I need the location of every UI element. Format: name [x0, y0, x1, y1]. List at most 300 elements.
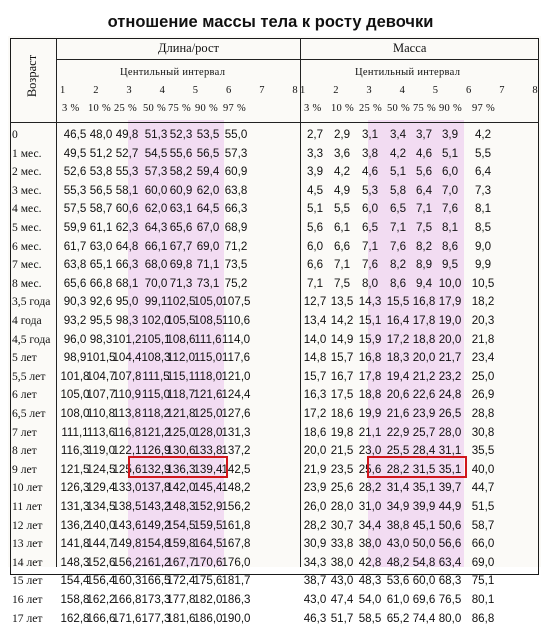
mass-cell: 6,6: [306, 258, 324, 272]
mass-cell: 14,2: [330, 314, 354, 327]
table-row: [8, 182, 537, 200]
mass-cell: 23,4: [471, 351, 495, 365]
age-cell: 6,5 лет: [12, 407, 46, 420]
table-row: [8, 163, 537, 181]
length-cell: 53,5: [196, 128, 220, 141]
mass-cell: 35,1: [412, 481, 436, 495]
length-cell: 104,4: [112, 351, 142, 365]
length-cell: 118,0: [193, 369, 223, 383]
mass-cell: 65,2: [386, 611, 410, 625]
length-cell: 181,6: [166, 611, 196, 625]
length-cell: 142,0: [166, 481, 196, 495]
mass-interval-label: Центильный интервал: [355, 67, 461, 78]
mass-cell: 17,5: [330, 388, 354, 402]
table-row: [8, 126, 537, 144]
length-cell: 63,0: [89, 239, 113, 253]
mass-cell: 5,8: [389, 183, 407, 197]
percentile-header: 75 %: [413, 103, 437, 114]
length-cell: 154,5: [166, 518, 196, 532]
length-cell: 167,8: [221, 537, 251, 551]
mass-cell: 63,4: [438, 555, 462, 569]
percentile-header: 10 %: [88, 103, 112, 114]
mass-cell: 23,9: [412, 407, 436, 420]
table-row: [8, 293, 537, 311]
length-cell: 67,7: [169, 239, 193, 253]
length-cell: 115,0: [141, 388, 171, 402]
table-row: [8, 517, 537, 535]
mass-cell: 23,5: [330, 462, 354, 476]
length-cell: 142,5: [221, 462, 251, 476]
mass-cell: 25,0: [471, 369, 495, 383]
mass-cell: 5,3: [361, 183, 379, 197]
mass-cell: 16,8: [412, 295, 436, 309]
length-cell: 172,4: [166, 574, 196, 588]
mass-cell: 60,0: [412, 574, 436, 588]
length-cell: 53,8: [89, 165, 113, 179]
length-cell: 140,0: [86, 518, 116, 532]
interval-number: 6: [466, 85, 472, 96]
interval-number: 7: [499, 85, 505, 96]
length-cell: 136,3: [166, 462, 196, 476]
mass-cell: 19,9: [358, 407, 382, 420]
mass-cell: 75,1: [471, 574, 495, 588]
length-cell: 115,1: [166, 369, 196, 383]
mass-cell: 3,3: [306, 146, 324, 160]
mass-cell: 28,2: [303, 518, 327, 532]
mass-cell: 31,5: [412, 462, 436, 476]
interval-number: 4: [399, 85, 406, 96]
mass-cell: 6,6: [333, 239, 351, 253]
age-cell: 1 мес.: [12, 146, 42, 160]
mass-cell: 8,0: [361, 276, 379, 290]
length-cell: 107,8: [112, 369, 142, 383]
mass-cell: 3,8: [361, 146, 379, 160]
length-cell: 58,7: [89, 202, 113, 216]
length-cell: 162,8: [60, 611, 90, 625]
length-cell: 65,6: [63, 276, 87, 290]
mass-cell: 21,1: [358, 425, 382, 439]
age-cell: 11 лет: [12, 500, 43, 513]
length-cell: 52,7: [115, 146, 139, 160]
mass-cell: 6,4: [474, 165, 492, 179]
mass-cell: 3,6: [333, 146, 351, 160]
table-row: [8, 554, 537, 572]
mass-cell: 7,1: [389, 221, 407, 234]
mass-cell: 35,1: [438, 462, 462, 476]
percentile-header: 50 %: [143, 103, 167, 114]
interval-number: 3: [126, 85, 132, 96]
length-cell: 121,6: [193, 388, 223, 402]
length-cell: 104,7: [86, 369, 116, 383]
length-cell: 166,5: [141, 574, 171, 588]
length-cell: 141,8: [60, 537, 90, 551]
age-header: Возраст: [25, 54, 39, 98]
length-cell: 70,0: [144, 276, 168, 290]
table-row: [8, 145, 537, 163]
length-cell: 132,9: [141, 462, 171, 476]
table-row: [8, 535, 537, 553]
mass-cell: 21,6: [386, 407, 410, 420]
mass-cell: 7,3: [474, 183, 492, 197]
length-cell: 51,2: [89, 146, 113, 160]
length-cell: 130,6: [166, 444, 196, 458]
mass-cell: 24,8: [438, 388, 462, 402]
mass-cell: 5,1: [441, 146, 459, 160]
interval-number: 2: [93, 85, 99, 96]
length-cell: 112,0: [166, 351, 196, 365]
age-cell: 0: [12, 128, 18, 141]
length-cell: 108,3: [141, 351, 171, 365]
mass-cell: 43,0: [386, 537, 410, 551]
length-cell: 126,9: [141, 444, 171, 458]
length-cell: 186,0: [193, 611, 223, 625]
mass-cell: 25,6: [358, 462, 382, 476]
mass-cell: 35,5: [471, 444, 495, 458]
mass-cell: 44,9: [438, 500, 462, 513]
mass-cell: 9,9: [474, 258, 492, 272]
length-cell: 137,8: [141, 481, 171, 495]
age-cell: 3,5 года: [12, 295, 51, 309]
mass-cell: 8,1: [441, 221, 459, 234]
age-cell: 5 мес.: [12, 221, 42, 234]
mass-cell: 22,6: [412, 388, 436, 402]
mass-cell: 6,5: [389, 202, 407, 216]
mass-cell: 7,5: [415, 221, 433, 234]
mass-cell: 20,0: [303, 444, 327, 458]
length-cell: 64,8: [115, 239, 139, 253]
length-cell: 98,3: [89, 332, 113, 346]
length-cell: 148,3: [60, 555, 90, 569]
length-cell: 105,0: [60, 388, 90, 402]
length-cell: 115,0: [193, 351, 223, 365]
mass-cell: 56,6: [438, 537, 462, 551]
table-row: [8, 238, 537, 256]
age-cell: 13 лет: [12, 537, 43, 551]
length-cell: 128,0: [193, 425, 223, 439]
mass-cell: 19,8: [330, 425, 354, 439]
mass-cell: 4,6: [361, 165, 379, 179]
mass-cell: 51,7: [330, 611, 354, 625]
length-cell: 149,8: [112, 537, 142, 551]
length-cell: 64,5: [196, 202, 220, 216]
mass-cell: 17,2: [303, 407, 327, 420]
length-cell: 175,6: [193, 574, 223, 588]
length-cell: 52,3: [169, 128, 193, 141]
length-cell: 105,5: [166, 314, 196, 327]
mass-cell: 38,7: [303, 574, 327, 588]
length-cell: 177,8: [166, 593, 196, 606]
mass-cell: 17,2: [386, 332, 410, 346]
interval-number: 7: [259, 85, 265, 96]
length-cell: 125,0: [166, 425, 196, 439]
length-cell: 58,2: [169, 165, 193, 179]
length-cell: 66,8: [89, 276, 113, 290]
mass-cell: 9,5: [441, 258, 459, 272]
mass-cell: 14,8: [303, 351, 327, 365]
mass-cell: 8,6: [389, 276, 407, 290]
length-cell: 60,0: [144, 183, 168, 197]
length-red-box: [128, 456, 228, 478]
length-cell: 65,1: [89, 258, 113, 272]
age-cell: 15 лет: [12, 574, 43, 588]
mass-cell: 31,0: [358, 500, 382, 513]
percentile-header: 75 %: [168, 103, 192, 114]
table-row: [8, 610, 537, 628]
length-cell: 57,3: [224, 146, 248, 160]
length-cell: 63,8: [63, 258, 87, 272]
mass-cell: 4,5: [306, 183, 324, 197]
mass-cell: 7,1: [333, 258, 351, 272]
length-cell: 108,6: [166, 332, 196, 346]
mass-cell: 15,5: [386, 295, 410, 309]
length-cell: 129,4: [86, 481, 116, 495]
table-row: [8, 312, 537, 330]
mass-cell: 7,1: [306, 276, 324, 290]
mass-cell: 68,3: [438, 574, 462, 588]
length-cell: 159,8: [166, 537, 196, 551]
mass-cell: 3,7: [415, 128, 433, 141]
length-cell: 131,3: [60, 500, 90, 513]
age-cell: 2 мес.: [12, 165, 42, 179]
length-cell: 101,2: [112, 332, 142, 346]
length-cell: 134,5: [86, 500, 116, 513]
table-row: [8, 572, 537, 590]
age-cell: 7 лет: [12, 425, 37, 439]
length-cell: 92,6: [89, 295, 113, 309]
length-cell: 143,2: [141, 500, 171, 513]
length-cell: 57,5: [63, 202, 87, 216]
mass-cell: 18,8: [412, 332, 436, 346]
length-cell: 60,9: [224, 165, 248, 179]
mass-cell: 8,5: [474, 221, 492, 234]
length-cell: 121,2: [141, 425, 171, 439]
mass-cell: 5,5: [474, 146, 492, 160]
length-cell: 59,4: [196, 165, 220, 179]
length-cell: 66,3: [224, 202, 248, 216]
length-cell: 111,6: [194, 332, 222, 346]
mass-cell: 18,6: [330, 407, 354, 420]
mass-cell: 26,5: [438, 407, 462, 420]
mass-cell: 44,7: [471, 481, 495, 495]
length-cell: 48,0: [89, 128, 113, 141]
mass-cell: 18,2: [471, 295, 495, 309]
length-cell: 116,3: [60, 444, 90, 458]
length-cell: 67,0: [196, 221, 220, 234]
length-cell: 152,6: [86, 555, 116, 569]
mass-cell: 20,0: [438, 332, 462, 346]
mass-cell: 6,4: [415, 183, 433, 197]
mass-cell: 7,6: [441, 202, 459, 216]
mass-cell: 18,8: [358, 388, 382, 402]
mass-cell: 5,1: [389, 165, 407, 179]
interval-number: 8: [292, 85, 298, 96]
length-cell: 75,2: [224, 276, 248, 290]
length-cell: 60,6: [115, 202, 139, 216]
age-cell: 5 лет: [12, 351, 37, 365]
length-cell: 98,3: [115, 314, 139, 327]
percentile-header: 3 %: [62, 103, 80, 114]
mass-cell: 16,3: [303, 388, 327, 402]
mass-cell: 21,9: [303, 462, 327, 476]
length-cell: 90,3: [63, 295, 87, 309]
interval-number: 6: [226, 85, 232, 96]
age-cell: 14 лет: [12, 555, 43, 569]
length-cell: 113,6: [86, 425, 116, 439]
length-cell: 152,9: [193, 500, 223, 513]
mass-cell: 6,0: [441, 165, 459, 179]
length-cell: 158,8: [60, 593, 90, 606]
length-cell: 56,5: [89, 183, 113, 197]
interval-number: 5: [192, 85, 199, 96]
mass-cell: 80,0: [438, 611, 462, 625]
mass-cell: 10,5: [471, 276, 495, 290]
mass-cell: 38,8: [386, 518, 410, 532]
age-cell: 12 лет: [12, 518, 43, 532]
mass-cell: 34,4: [358, 518, 382, 532]
mass-cell: 31,1: [438, 444, 462, 458]
mass-cell: 30,7: [330, 518, 354, 532]
mass-cell: 17,8: [412, 314, 436, 327]
mass-cell: 30,9: [303, 537, 327, 551]
age-cell: 6 лет: [12, 388, 37, 402]
mass-cell: 58,7: [471, 518, 495, 532]
table-row: [8, 256, 537, 274]
mass-cell: 16,4: [386, 314, 410, 327]
mass-cell: 23,2: [438, 369, 462, 383]
length-cell: 166,8: [112, 593, 142, 606]
percentile-header: 97 %: [223, 103, 247, 114]
mass-cell: 8,9: [415, 258, 433, 272]
length-cell: 148,3: [166, 500, 196, 513]
mass-cell: 50,6: [438, 518, 462, 532]
length-cell: 137,2: [221, 444, 251, 458]
mass-cell: 38,0: [358, 537, 382, 551]
mass-cell: 16,8: [358, 351, 382, 365]
interval-number: 8: [532, 85, 538, 96]
mass-cell: 18,3: [386, 351, 410, 365]
length-cell: 154,8: [141, 537, 171, 551]
mass-cell: 13,4: [303, 314, 327, 327]
interval-number: 1: [60, 85, 66, 96]
length-cell: 73,5: [224, 258, 248, 272]
mass-cell: 43,0: [330, 574, 354, 588]
mass-cell: 5,6: [306, 221, 324, 234]
length-cell: 166,6: [86, 611, 116, 625]
percentile-header: 50 %: [387, 103, 411, 114]
length-cell: 159,5: [193, 518, 223, 532]
length-cell: 148,2: [221, 481, 251, 495]
mass-cell: 2,7: [306, 128, 324, 141]
length-cell: 161,8: [221, 518, 251, 532]
mass-cell: 10,0: [438, 276, 462, 290]
interval-number: 1: [300, 85, 306, 96]
length-cell: 61,7: [63, 239, 87, 253]
mass-cell: 21,5: [330, 444, 354, 458]
mass-cell: 8,2: [389, 258, 407, 272]
mass-cell: 13,5: [330, 295, 354, 309]
mass-cell: 47,4: [330, 593, 354, 606]
page-title: отношение массы тела к росту девочки: [107, 13, 434, 31]
table-row: [8, 386, 537, 404]
length-cell: 124,5: [86, 462, 116, 476]
mass-cell: 19,4: [386, 369, 410, 383]
length-cell: 96,0: [63, 332, 87, 346]
length-cell: 71,2: [224, 239, 248, 253]
age-cell: 4 года: [12, 314, 42, 327]
length-cell: 66,3: [115, 258, 139, 272]
length-cell: 154,4: [60, 574, 90, 588]
mass-cell: 15,1: [358, 314, 382, 327]
length-cell: 68,1: [115, 276, 139, 290]
length-cell: 101,5: [86, 351, 116, 365]
length-cell: 56,5: [196, 146, 220, 160]
length-cell: 59,9: [63, 221, 87, 234]
age-cell: 9 лет: [12, 462, 37, 476]
length-cell: 71,1: [196, 258, 220, 272]
mass-cell: 20,0: [412, 351, 436, 365]
age-cell: 10 лет: [12, 481, 43, 495]
mass-cell: 28,4: [412, 444, 436, 458]
mass-red-box: [367, 456, 467, 478]
age-cell: 7 мес.: [12, 258, 42, 272]
length-cell: 108,5: [193, 314, 223, 327]
percentile-header: 90 %: [439, 103, 463, 114]
length-cell: 69,0: [196, 239, 220, 253]
mass-cell: 14,9: [330, 332, 354, 346]
interval-number: 2: [333, 85, 339, 96]
length-cell: 110,8: [86, 407, 116, 420]
length-cell: 173,3: [141, 593, 171, 606]
length-cell: 55,0: [224, 128, 248, 141]
length-cell: 161,2: [141, 555, 171, 569]
mass-cell: 28,8: [471, 407, 495, 420]
mass-cell: 74,4: [412, 611, 436, 625]
mass-cell: 25,6: [330, 481, 354, 495]
length-cell: 105,0: [193, 295, 223, 309]
length-cell: 65,6: [169, 221, 193, 234]
length-cell: 139,4: [193, 462, 223, 476]
mass-cell: 6,0: [306, 239, 324, 253]
mass-cell: 15,9: [358, 332, 382, 346]
mass-cell: 7,6: [389, 239, 407, 253]
age-cell: 16 лет: [12, 593, 43, 606]
length-cell: 138,5: [112, 500, 142, 513]
mass-cell: 43,0: [303, 593, 327, 606]
length-cell: 110,6: [221, 314, 251, 327]
length-cell: 66,1: [144, 239, 168, 253]
mass-cell: 7,6: [361, 258, 379, 272]
length-cell: 133,8: [193, 444, 223, 458]
length-cell: 122,1: [112, 444, 142, 458]
length-cell: 145,4: [193, 481, 223, 495]
length-cell: 62,0: [196, 183, 220, 197]
mass-cell: 45,1: [412, 518, 436, 532]
length-cell: 58,1: [115, 183, 139, 197]
length-cell: 162,2: [86, 593, 116, 606]
age-cell: 8 лет: [12, 444, 37, 458]
mass-cell: 2,9: [333, 128, 351, 141]
age-cell: 5,5 лет: [12, 369, 46, 383]
length-interval-label: Центильный интервал: [120, 67, 226, 78]
length-cell: 127,6: [221, 407, 251, 420]
length-cell: 107,7: [86, 388, 116, 402]
percentile-header: 10 %: [331, 103, 355, 114]
length-cell: 181,7: [221, 574, 251, 588]
length-cell: 52,6: [63, 165, 87, 179]
length-cell: 55,3: [115, 165, 139, 179]
length-cell: 190,0: [221, 611, 251, 625]
length-cell: 131,3: [221, 425, 251, 439]
